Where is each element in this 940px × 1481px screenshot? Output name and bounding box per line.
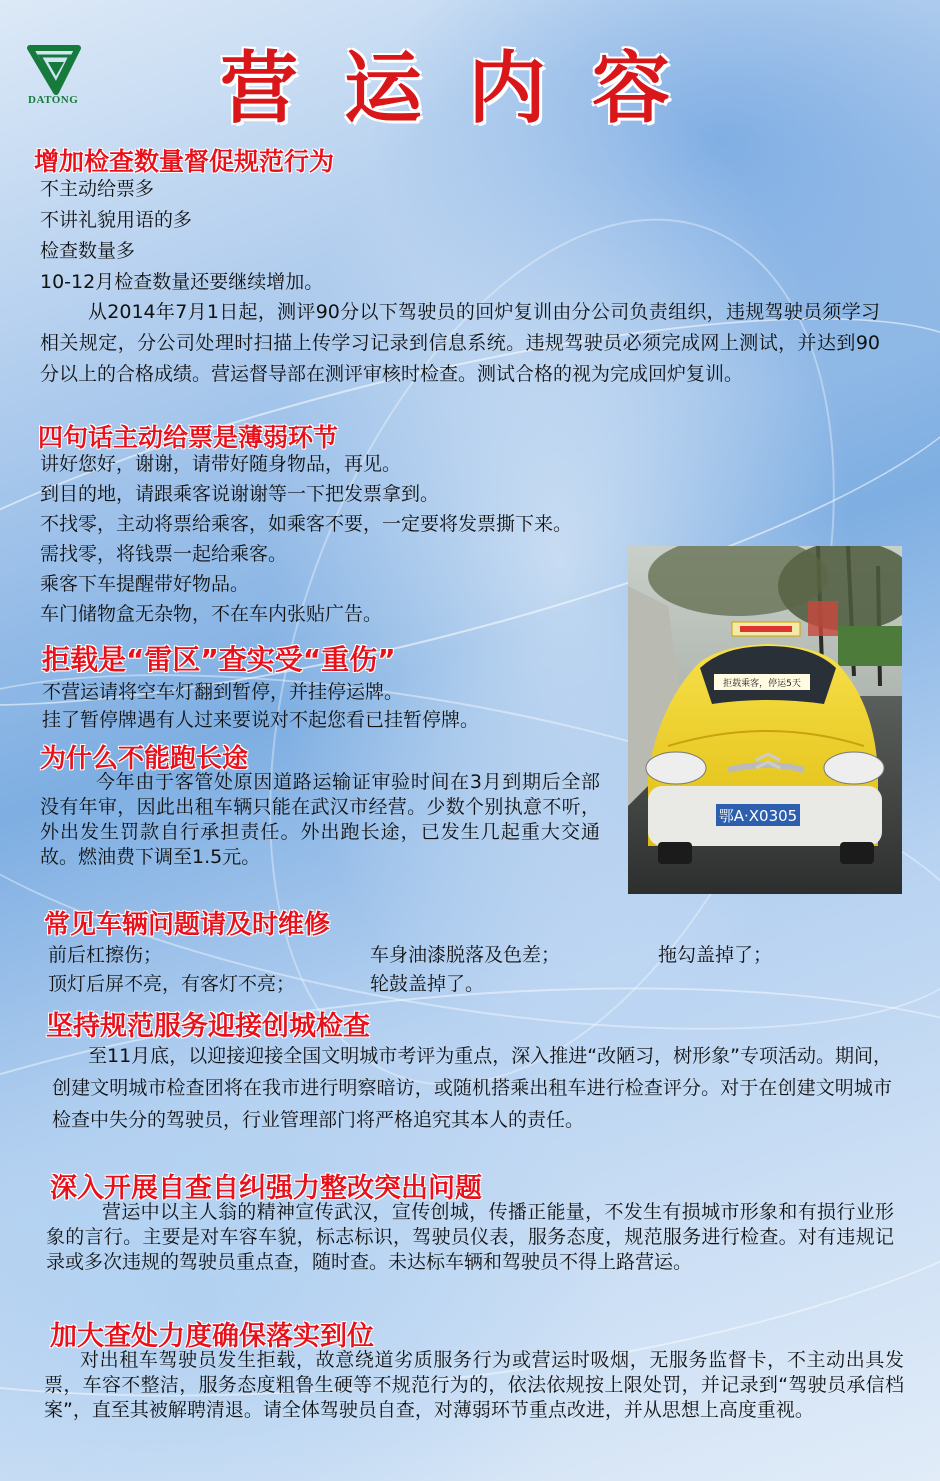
section-paragraph: 营运中以主人翁的精神宣传武汉，宣传创城，传播正能量，不发生有损城市形象和有损行业形象的言行。主要是对车容车貌，标志标识，驾驶员仪表，服务态度，规范服务进行检查。对有违规记录或多次违规的驾驶员重点查，随时查。未达标车辆和驾驶员不得上路营运。: [46, 1201, 894, 1273]
list-item: 不找零，主动将票给乘客，如乘客不要，一定要将发票撕下来。: [40, 513, 573, 535]
list-item: 轮鼓盖掉了。: [370, 973, 485, 995]
section-paragraph: 对出租车驾驶员发生拒载，故意绕道劣质服务行为或营运时吸烟，无服务监督卡，不主动出具发票，车容不整洁，服务态度粗鲁生硬等不规范行为的，依法依规按上限处罚，并记录到“驾驶员承信档案”，直至其被解聘清退。请全体驾驶员自查，对薄弱环节重点改进，并从思想上高度重视。: [44, 1349, 904, 1421]
list-item: 乘客下车提醒带好物品。: [40, 573, 250, 595]
logo-brand-text: DATONG: [28, 94, 79, 106]
list-item: 讲好您好，谢谢，请带好随身物品，再见。: [40, 453, 402, 475]
section-heading: 增加检查数量督促规范行为: [34, 147, 335, 176]
list-item: 拖勾盖掉了；: [658, 944, 773, 966]
section-heading: 加大查处力度确保落实到位: [50, 1321, 374, 1352]
list-item: 顶灯后屏不亮，有客灯不亮；: [48, 973, 296, 995]
section-heading: 为什么不能跑长途: [40, 744, 249, 774]
taxi-photo: [628, 546, 902, 894]
list-item: 10-12月检查数量还要继续增加。: [40, 271, 324, 293]
taxi-photo-drawing: [628, 546, 902, 894]
list-item: 不讲礼貌用语的多: [40, 209, 193, 231]
section-paragraph: 今年由于客管处原因道路运输证审验时间在3月到期后全部没有年审，因此出租车辆只能在武汉市经营。少数个别执意不听，外出发生罚款自行承担责任。外出跑长途，已发生几起重大交通故。燃油费下调至1.5元。: [40, 771, 600, 868]
car-sign-text: 拒载乘客，停运5天: [723, 679, 801, 689]
list-item: 检查数量多: [40, 240, 136, 262]
list-item: 车门储物盒无杂物，不在车内张贴广告。: [40, 603, 383, 625]
section-heading: 深入开展自查自纠强力整改突出问题: [50, 1173, 482, 1204]
list-item: 不主动给票多: [40, 178, 155, 200]
section-heading: 坚持规范服务迎接创城检查: [46, 1011, 370, 1042]
section-heading: 拒载是“雷区”查实受“重伤”: [42, 643, 396, 676]
list-item: 前后杠擦伤；: [48, 944, 163, 966]
license-plate-text: 鄂A·X0305: [718, 807, 798, 825]
list-item: 到目的地，请跟乘客说谢谢等一下把发票拿到。: [40, 483, 440, 505]
list-item: 车身油漆脱落及色差；: [370, 944, 561, 966]
section-paragraph: 从2014年7月1日起，测评90分以下驾驶员的回炉复训由分公司负责组织，违规驾驶员须学习相关规定，分公司处理时扫描上传学习记录到信息系统。违规驾驶员必须完成网上测试，并达到90分以上的合格成绩。营运督导部在测评审核时检查。测试合格的视为完成回炉复训。: [40, 301, 880, 385]
section-heading: 常见车辆问题请及时维修: [44, 910, 331, 940]
page-title: 营运内容: [220, 43, 717, 134]
section-paragraph: 至11月底，以迎接迎接全国文明城市考评为重点，深入推进“改陋习，树形象”专项活动。期间，创建文明城市检查团将在我市进行明察暗访，或随机搭乘出租车进行检查评分。对于在创建文明城市检查中失分的驾驶员，行业管理部门将严格追究其本人的责任。: [52, 1045, 892, 1131]
list-item: 需找零，将钱票一起给乘客。: [40, 543, 288, 565]
list-item: 挂了暂停牌遇有人过来要说对不起您看已挂暂停牌。: [42, 709, 480, 731]
list-item: 不营运请将空车灯翻到暂停，并挂停运牌。: [42, 681, 404, 703]
section-heading: 四句话主动给票是薄弱环节: [38, 423, 339, 452]
